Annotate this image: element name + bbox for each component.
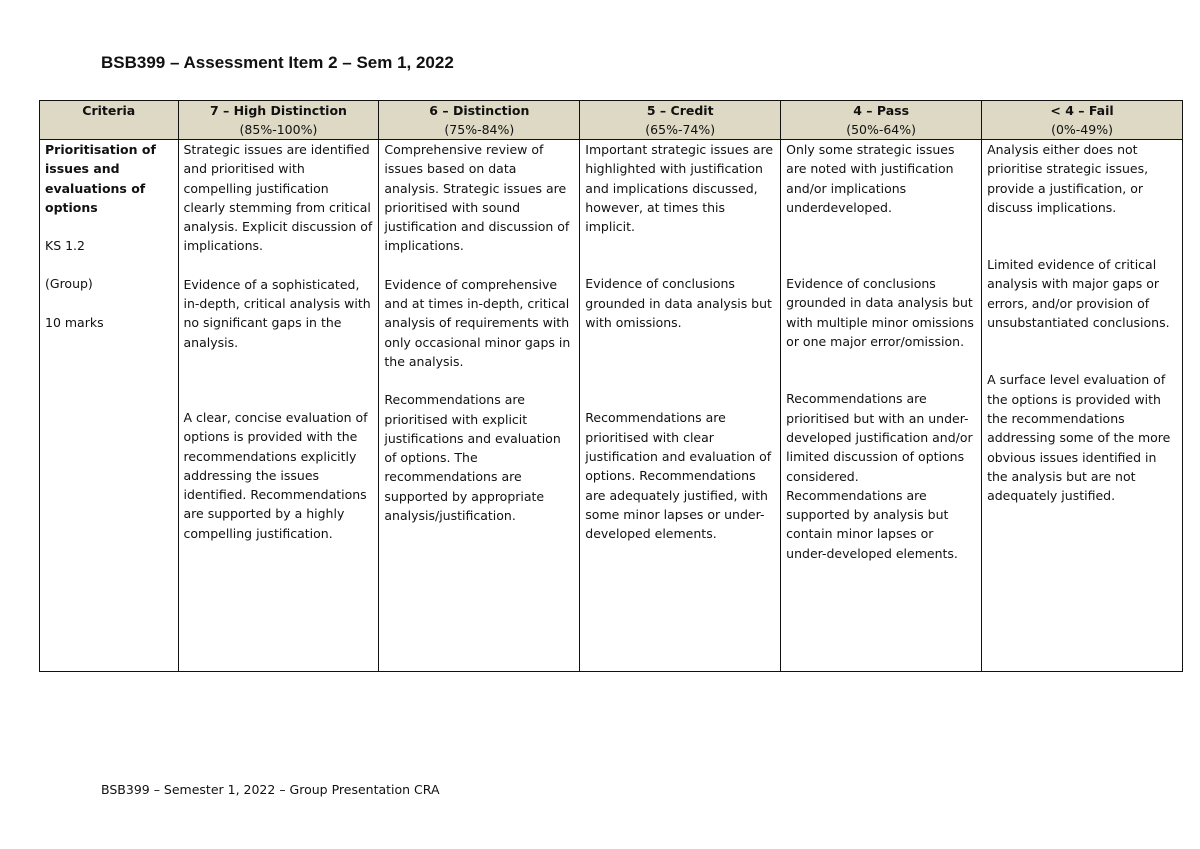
descriptor-issues: Only some strategic issues are noted with justification and/or implications underdeveloped. xyxy=(786,142,955,215)
descriptor-analysis: Evidence of conclusions grounded in data analysis but with omissions. xyxy=(585,276,772,331)
header-band-p xyxy=(781,101,982,140)
header-range: (50%-64%) xyxy=(846,122,917,137)
descriptor-issues: Analysis either does not prioritise strategic issues, provide a justification, or discuss implications. xyxy=(987,142,1149,215)
criteria-ks: KS 1.2 xyxy=(45,238,85,254)
header-grade: 6 – Distinction xyxy=(429,103,530,118)
descriptor-recommendations: A surface level evaluation of the options is provided with the recommendations addressing some of the more obvious issues identified in the analysis but are not adequately justified. xyxy=(987,372,1171,504)
descriptor-analysis: Evidence of a sophisticated, in-depth, critical analysis with no significant gaps in the analysis. xyxy=(183,276,371,350)
criteria-name: Prioritisation of issues and evaluations of options xyxy=(45,142,156,215)
header-grade: 7 – High Distinction xyxy=(209,103,347,118)
header-grade: 4 – Pass xyxy=(853,103,910,118)
band-cell-f xyxy=(982,140,1183,672)
page-footer: BSB399 – Semester 1, 2022 – Group Presentation CRA xyxy=(101,782,440,797)
header-band-c xyxy=(580,101,781,140)
header-range: (65%-74%) xyxy=(645,122,716,137)
criteria-marks: 10 marks xyxy=(45,314,104,330)
band-cell-c xyxy=(580,140,781,672)
header-criteria xyxy=(40,101,179,140)
descriptor-issues: Comprehensive review of issues based on data analysis. Strategic issues are prioritised with sound justification and discussion of implications. xyxy=(384,142,570,254)
descriptor-recommendations: Recommendations are prioritised with clear justification and evaluation of options. Recommendations are adequately justified, with some minor lapses or under-developed elements. xyxy=(585,410,772,542)
header-band-hd xyxy=(178,101,379,140)
descriptor-analysis: Evidence of conclusions grounded in data analysis but with multiple minor omissions or one major error/omission. xyxy=(786,276,974,350)
marking-rubric-table xyxy=(39,100,1183,672)
descriptor-issues: Important strategic issues are highlighted with justification and implications discussed, however, at times this implicit. xyxy=(585,142,774,235)
header-band-f xyxy=(982,101,1183,140)
document-title: BSB399 – Assessment Item 2 – Sem 1, 2022 xyxy=(101,53,454,72)
descriptor-recommendations: Recommendations are prioritised with explicit justifications and evaluation of options. The recommendations are supported by appropriate analysis/justification. xyxy=(384,392,561,524)
header-row xyxy=(40,101,1183,140)
criteria-group: (Group) xyxy=(45,276,93,292)
header-range: (0%-49%) xyxy=(1051,122,1113,137)
header-range: (75%-84%) xyxy=(444,122,515,137)
descriptor-recommendations: A clear, concise evaluation of options is provided with the recommendations explicitly addressing the issues identified. Recommendations are supported by a highly compelling justification. xyxy=(183,409,368,541)
criteria-row xyxy=(40,140,1183,672)
descriptor-issues: Strategic issues are identified and prioritised with compelling justification clearly stemming from critical analysis. Explicit discussion of implications. xyxy=(183,142,373,254)
header-grade: < 4 – Fail xyxy=(1050,103,1114,118)
descriptor-recommendations: Recommendations are prioritised but with an under-developed justification and/or limited discussion of options considered. Recommendations are supported by analysis but contain minor lapses or under-developed elements. xyxy=(786,391,973,561)
criteria-cell xyxy=(40,140,179,672)
descriptor-analysis: Limited evidence of critical analysis with major gaps or errors, and/or provision of unsubstantiated conclusions. xyxy=(987,257,1170,331)
band-cell-p xyxy=(781,140,982,672)
header-criteria-label: Criteria xyxy=(82,103,136,118)
band-cell-d xyxy=(379,140,580,672)
header-range: (85%-100%) xyxy=(239,122,318,137)
descriptor-analysis: Evidence of comprehensive and at times in-depth, critical analysis of requirements with only occasional minor gaps in the analysis. xyxy=(384,276,571,369)
header-grade: 5 – Credit xyxy=(646,103,714,118)
header-band-d xyxy=(379,101,580,140)
band-cell-hd xyxy=(178,140,379,672)
